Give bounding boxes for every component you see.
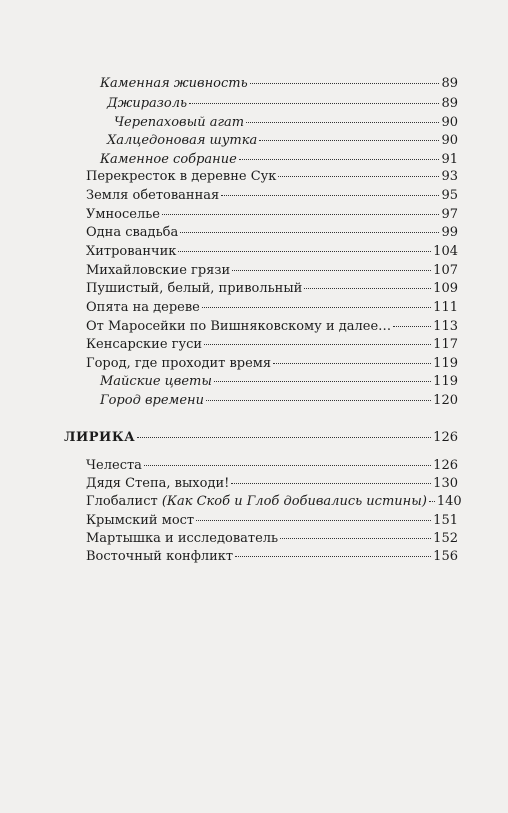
toc-entry-page: 152 — [433, 531, 458, 546]
toc-entry — [86, 513, 458, 529]
toc-entry — [114, 115, 458, 131]
toc-entry-page: 90 — [441, 133, 458, 148]
toc-entry — [86, 207, 458, 223]
toc-entry-page: 97 — [441, 207, 458, 222]
toc-entry — [107, 96, 458, 112]
toc-entry — [86, 263, 458, 279]
toc-section-heading — [64, 430, 458, 446]
toc-entry — [86, 244, 458, 260]
toc-entry-title — [86, 494, 427, 510]
toc-entry — [86, 169, 458, 185]
toc-entry-page: 107 — [433, 263, 458, 278]
toc-entry-page: 99 — [441, 225, 458, 240]
toc-entry-page: 89 — [441, 76, 458, 91]
toc-entry-title: От Маросейки по Вишняковскому и далее… — [86, 319, 392, 334]
toc-entry-page: 156 — [433, 549, 458, 564]
toc-entry-title-main: Глобалист — [86, 494, 162, 509]
toc-entry-title: Пушистый, белый, привольный — [86, 281, 303, 296]
toc-entry-page: 126 — [433, 458, 458, 473]
toc-entry-title: Крымский мост — [86, 513, 195, 528]
toc-entry-title: Опята на дереве — [86, 300, 200, 315]
toc-entry-page: 89 — [441, 96, 458, 111]
toc-entry-title: Хитрованчик — [86, 244, 177, 259]
toc-entry-page: 93 — [441, 169, 458, 184]
leader-dots — [162, 214, 439, 215]
leader-dots — [280, 538, 431, 539]
leader-dots — [196, 520, 431, 521]
leader-dots — [235, 556, 431, 557]
toc-entry — [86, 494, 462, 510]
toc-entry — [86, 549, 458, 565]
toc-entry-page: 120 — [433, 393, 458, 408]
toc-entry-title: Восточный конфликт — [86, 549, 234, 564]
leader-dots — [259, 140, 439, 141]
leader-dots — [178, 251, 431, 252]
toc-entry-page: 111 — [433, 300, 458, 315]
leader-dots — [246, 122, 439, 123]
leader-dots — [278, 176, 439, 177]
leader-dots — [232, 270, 431, 271]
toc-entry-title: Черепаховый агат — [114, 115, 245, 130]
toc-entry — [107, 133, 458, 149]
toc-entry — [86, 531, 458, 547]
toc-entry-page: 117 — [433, 337, 458, 352]
toc-entry-title: Перекресток в деревне Сук — [86, 169, 277, 184]
toc-entry-title: Город времени — [100, 393, 204, 408]
toc-entry-subtitle: (Как Скоб и Глоб добивались истины) — [161, 494, 427, 509]
leader-dots — [204, 344, 431, 345]
leader-dots — [214, 381, 431, 382]
toc-entry — [100, 152, 458, 168]
toc-entry-title: Челеста — [86, 458, 142, 473]
toc-entry-title: Кенсарские гуси — [86, 337, 203, 352]
toc-entry-page: 119 — [433, 374, 458, 389]
toc-entry-title: Мартышка и исследователь — [86, 531, 279, 546]
toc-entry — [86, 458, 458, 474]
toc-entry-title: Одна свадьба — [86, 225, 179, 240]
toc-entry — [86, 319, 458, 335]
toc-entry-page: 104 — [433, 244, 458, 259]
toc-entry-page: 140 — [436, 494, 462, 509]
leader-dots — [189, 103, 439, 104]
toc-entry-page: 91 — [441, 152, 458, 167]
toc-entry-title: Майские цветы — [100, 374, 212, 389]
toc-entry-title: Дядя Степа, выходи! — [86, 476, 230, 491]
leader-dots — [202, 307, 431, 308]
toc-entry-title: Каменное собрание — [100, 152, 237, 167]
toc-entry — [86, 476, 458, 492]
toc-entry — [86, 337, 458, 353]
toc-entry — [100, 374, 458, 390]
toc-entry-title: Халцедоновая шутка — [107, 133, 258, 148]
toc-entry-page: 95 — [441, 188, 458, 203]
leader-dots — [137, 437, 431, 438]
toc-entry-page: 109 — [433, 281, 458, 296]
toc-entry-title: Умноселье — [86, 207, 161, 222]
leader-dots — [429, 501, 435, 502]
leader-dots — [221, 195, 439, 196]
toc-entry — [86, 188, 458, 204]
toc-entry — [86, 300, 458, 316]
leader-dots — [180, 232, 439, 233]
toc-entry — [86, 356, 458, 372]
section-title: ЛИРИКА — [64, 430, 136, 445]
toc-entry — [100, 393, 458, 409]
toc-entry-title: Город, где проходит время — [86, 356, 272, 371]
leader-dots — [273, 363, 431, 364]
leader-dots — [393, 326, 431, 327]
leader-dots — [206, 400, 431, 401]
toc-entry — [100, 76, 458, 92]
toc-entry — [86, 281, 458, 297]
leader-dots — [250, 83, 440, 84]
toc-entry-page: 130 — [433, 476, 458, 491]
toc-entry-title: Джиразоль — [107, 96, 188, 111]
toc-entry-page: 90 — [441, 115, 458, 130]
toc-entry-title: Земля обетованная — [86, 188, 220, 203]
toc-entry-page: 151 — [433, 513, 458, 528]
leader-dots — [304, 288, 431, 289]
toc-entry-title: Михайловские грязи — [86, 263, 231, 278]
toc-entry-page: 113 — [433, 319, 458, 334]
toc-entry-title: Каменная живность — [100, 76, 248, 91]
leader-dots — [239, 159, 440, 160]
toc-entry — [86, 225, 458, 241]
section-page: 126 — [433, 430, 458, 445]
leader-dots — [144, 465, 431, 466]
toc-entry-page: 119 — [433, 356, 458, 371]
leader-dots — [231, 483, 431, 484]
